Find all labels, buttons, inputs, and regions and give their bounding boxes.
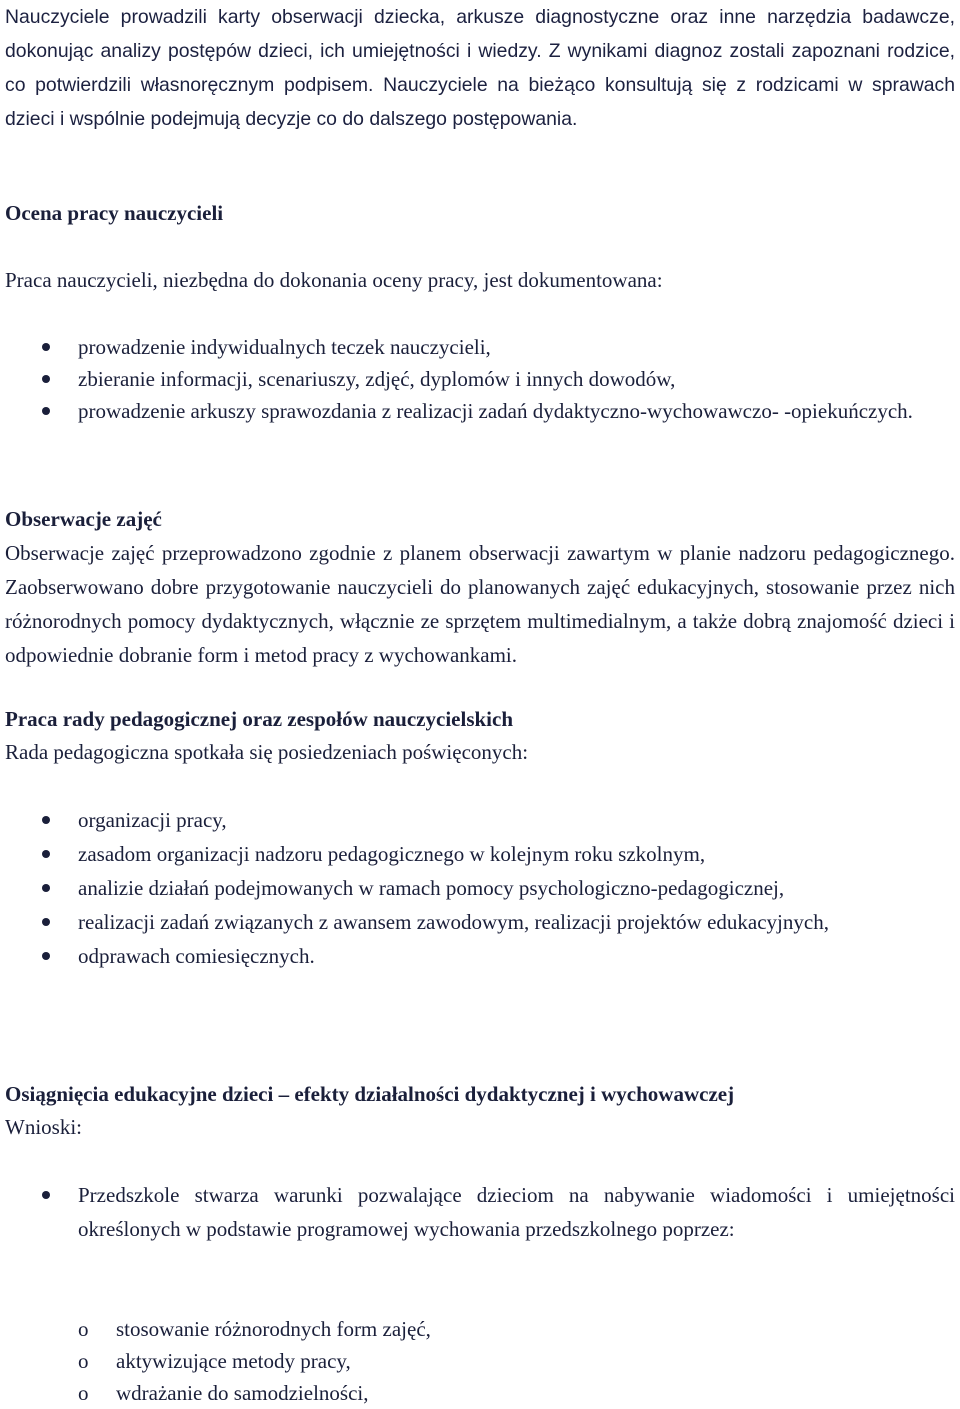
circle-bullet-icon: o (78, 1349, 89, 1373)
section-heading-osiagniecia: Osiągnięcia edukacyjne dzieci – efekty działalności dydaktycznej i wychowawczej (5, 1082, 735, 1106)
bullet-icon (42, 375, 50, 383)
ocena-list (0, 331, 955, 427)
bullet-icon (42, 850, 50, 858)
ocena-lead: Praca nauczycieli, niezbędna do dokonania oceny pracy, jest dokumentowana: (5, 268, 663, 292)
list-item: prowadzenie indywidualnych teczek nauczycieli, (0, 331, 955, 363)
section-heading-rada: Praca rady pedagogicznej oraz zespołów nauczycielskich (5, 707, 513, 731)
circle-bullet-icon: o (78, 1317, 89, 1341)
list-item: analizie działań podejmowanych w ramach pomocy psychologiczno-pedagogicznej, (0, 871, 955, 905)
sub-list-item: o aktywizujące metody pracy, (0, 1345, 955, 1377)
list-item: odprawach comiesięcznych. (0, 939, 955, 973)
bullet-icon (42, 884, 50, 892)
bullet-icon (42, 343, 50, 351)
section-heading-obserwacje: Obserwacje zajęć (5, 507, 162, 531)
list-item: organizacji pracy, (0, 803, 955, 837)
bullet-icon (42, 952, 50, 960)
list-item: zasadom organizacji nadzoru pedagogicznego w kolejnym roku szkolnym, (0, 837, 955, 871)
obserwacje-paragraph: Obserwacje zajęć przeprowadzono zgodnie z planem obserwacji zawartym w planie nadzoru pedagogicznego. Zaobserwowano dobre przygotowanie nauczycieli do planowanych zajęć edukacyjnych, stosowanie przez nich różnorodnych pomocy dydaktycznych, włącznie ze sprzętem multimedialnym, a także dobrą znajomość dzieci i odpowiednie dobranie form i metod pracy z wychowankami. (5, 541, 955, 667)
list-item: prowadzenie arkuszy sprawozdania z realizacji zadań dydaktyczno-wychowawczo- -opiekuńczych. (0, 395, 955, 427)
osiagniecia-list (0, 1178, 955, 1246)
bullet-icon (42, 816, 50, 824)
bullet-icon (42, 918, 50, 926)
circle-bullet-icon: o (78, 1381, 89, 1405)
osiagniecia-sublist (0, 1313, 955, 1409)
rada-lead: Rada pedagogiczna spotkała się posiedzeniach poświęconych: (5, 740, 529, 764)
osiagniecia-lead: Wnioski: (5, 1115, 82, 1139)
sub-list-item: o wdrażanie do samodzielności, (0, 1377, 955, 1409)
bullet-icon (42, 1191, 50, 1199)
bullet-icon (42, 407, 50, 415)
rada-list (0, 803, 955, 973)
list-item: realizacji zadań związanych z awansem zawodowym, realizacji projektów edukacyjnych, (0, 905, 955, 939)
intro-paragraph: Nauczyciele prowadzili karty obserwacji dziecka, arkusze diagnostyczne oraz inne narzędzia badawcze, dokonując analizy postępów dzieci, ich umiejętności i wiedzy. Z wynikami diagnoz zostali zapoznani rodzice, co potwierdzili własnoręcznym podpisem. Nauczyciele na bieżąco konsultują się z rodzicami w sprawach dzieci i wspólnie podejmują decyzje co do dalszego postępowania. (5, 6, 955, 130)
sub-list-item: o stosowanie różnorodnych form zajęć, (0, 1313, 955, 1345)
list-item: Przedszkole stwarza warunki pozwalające dzieciom na nabywanie wiadomości i umiejętności określonych w podstawie programowej wychowania przedszkolnego poprzez: (0, 1178, 955, 1246)
section-heading-ocena: Ocena pracy nauczycieli (5, 201, 224, 225)
list-item: zbieranie informacji, scenariuszy, zdjęć, dyplomów i innych dowodów, (0, 363, 955, 395)
